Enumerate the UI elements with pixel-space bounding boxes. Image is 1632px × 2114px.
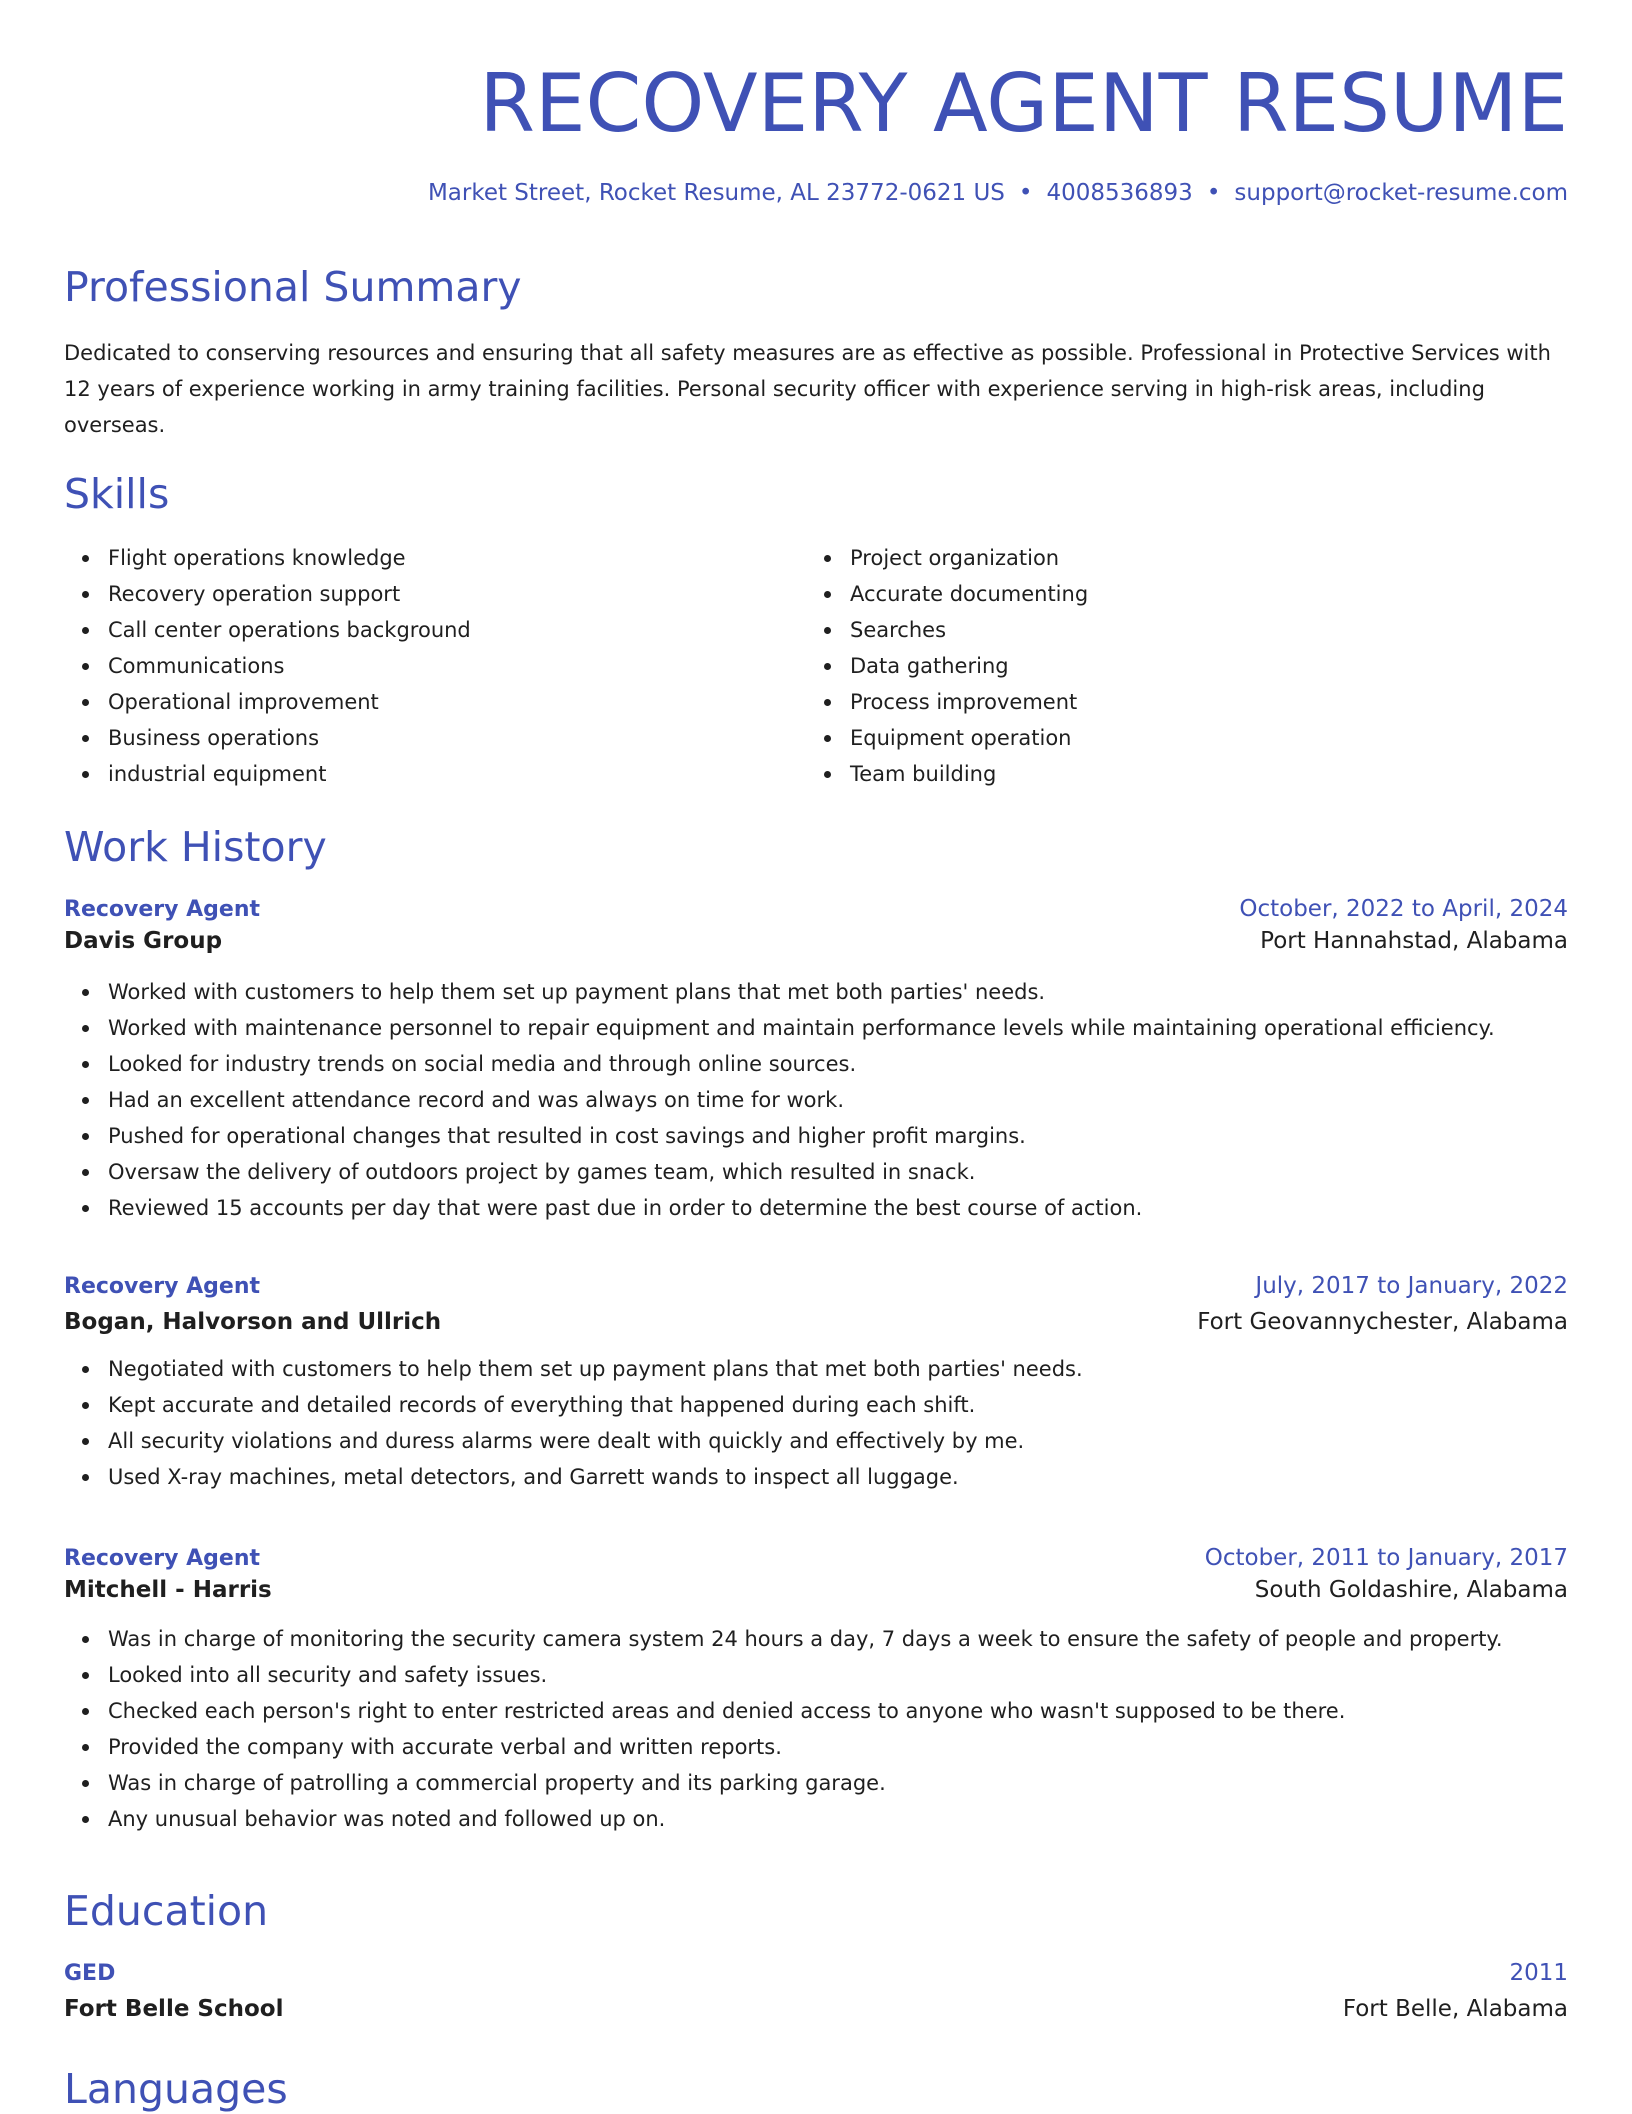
resume-page [64, 0, 1568, 2113]
job-bullet: Worked with maintenance personnel to repair equipment and maintain performance levels while maintaining operational efficiency. [108, 1010, 1568, 1046]
contact-phone: 4008536893 [1046, 180, 1193, 206]
job-entry [64, 896, 1568, 1226]
section-title-languages: Languages [64, 2065, 288, 2113]
job-bullet: Looked into all security and safety issues. [108, 1657, 1568, 1693]
job-bullets [64, 1621, 1568, 1837]
skills-list-left [64, 540, 471, 792]
contact-address: Market Street, Rocket Resume, AL 23772-0621 US [427, 180, 1005, 206]
job-bullet: Pushed for operational changes that resulted in cost savings and higher profit margins. [108, 1118, 1568, 1154]
education-school: Fort Belle School [64, 1996, 284, 2022]
job-bullets [64, 974, 1568, 1226]
job-company: Bogan, Halvorson and Ullrich [64, 1309, 442, 1335]
job-bullet: Had an excellent attendance record and was always on time for work. [108, 1082, 1568, 1118]
skill-item: Operational improvement [108, 684, 471, 720]
job-bullet: Negotiated with customers to help them set up payment plans that met both parties' needs. [108, 1351, 1568, 1387]
job-bullet: Worked with customers to help them set up payment plans that met both parties' needs. [108, 974, 1568, 1010]
section-title-skills: Skills [64, 470, 170, 518]
education-entry [64, 1960, 1568, 2022]
resume-header [64, 56, 1568, 152]
skill-item: Recovery operation support [108, 576, 471, 612]
job-dates: July, 2017 to January, 2022 [1255, 1273, 1568, 1299]
job-title: Recovery Agent [64, 1274, 261, 1299]
skill-item: Searches [850, 612, 1088, 648]
contact-email: support@rocket-resume.com [1234, 180, 1568, 206]
job-location: South Goldashire, Alabama [1254, 1577, 1568, 1603]
education-degree: GED [64, 1961, 116, 1986]
skill-item: Project organization [850, 540, 1088, 576]
job-bullet: All security violations and duress alarms were dealt with quickly and effectively by me. [108, 1423, 1568, 1459]
job-bullet: Looked for industry trends on social media and through online sources. [108, 1046, 1568, 1082]
job-company: Mitchell - Harris [64, 1577, 272, 1603]
education-year: 2011 [1509, 1960, 1568, 1986]
job-title: Recovery Agent [64, 1546, 261, 1571]
skill-item: Team building [850, 756, 1088, 792]
skills-list-right [806, 540, 1088, 792]
job-title: Recovery Agent [64, 897, 261, 922]
job-bullet: Provided the company with accurate verbal and written reports. [108, 1729, 1568, 1765]
resume-title: RECOVERY AGENT RESUME [479, 57, 1568, 150]
skill-item: Process improvement [850, 684, 1088, 720]
job-dates: October, 2022 to April, 2024 [1239, 896, 1568, 922]
job-entry [64, 1273, 1568, 1495]
education-location: Fort Belle, Alabama [1342, 1996, 1568, 2022]
skill-item: Business operations [108, 720, 471, 756]
job-location: Fort Geovannychester, Alabama [1197, 1309, 1568, 1335]
job-bullet: Oversaw the delivery of outdoors project by games team, which resulted in snack. [108, 1154, 1568, 1190]
section-title-summary: Professional Summary [64, 263, 522, 311]
job-bullet: Was in charge of patrolling a commercial property and its parking garage. [108, 1765, 1568, 1801]
skill-item: Call center operations background [108, 612, 471, 648]
job-company: Davis Group [64, 928, 223, 954]
job-entry [64, 1545, 1568, 1837]
contact-separator: • [1018, 180, 1033, 206]
job-bullet: Any unusual behavior was noted and followed up on. [108, 1801, 1568, 1837]
job-bullet: Used X-ray machines, metal detectors, and Garrett wands to inspect all luggage. [108, 1459, 1568, 1495]
skill-item: Communications [108, 648, 471, 684]
job-bullet: Was in charge of monitoring the security camera system 24 hours a day, 7 days a week to ensure the safety of people and property. [108, 1621, 1568, 1657]
job-bullet: Reviewed 15 accounts per day that were past due in order to determine the best course of action. [108, 1190, 1568, 1226]
job-bullet: Kept accurate and detailed records of everything that happened during each shift. [108, 1387, 1568, 1423]
contact-line [428, 180, 1568, 206]
skill-item: Accurate documenting [850, 576, 1088, 612]
skill-item: Equipment operation [850, 720, 1088, 756]
skill-item: Flight operations knowledge [108, 540, 471, 576]
skill-item: industrial equipment [108, 756, 471, 792]
contact-separator: • [1206, 180, 1221, 206]
section-title-education: Education [64, 1887, 269, 1935]
section-title-work-history: Work History [64, 823, 327, 871]
job-location: Port Hannahstad, Alabama [1260, 928, 1568, 954]
job-dates: October, 2011 to January, 2017 [1204, 1545, 1568, 1571]
job-bullet: Checked each person's right to enter restricted areas and denied access to anyone who wasn't supposed to be there. [108, 1693, 1568, 1729]
summary-text: Dedicated to conserving resources and ensuring that all safety measures are as effective as possible. Professional in Protective Services with 12 years of experience working in army training facilities. Personal security officer with experience serving in high-risk areas, including overseas. [64, 341, 1551, 437]
skill-item: Data gathering [850, 648, 1088, 684]
job-bullets [64, 1351, 1568, 1495]
